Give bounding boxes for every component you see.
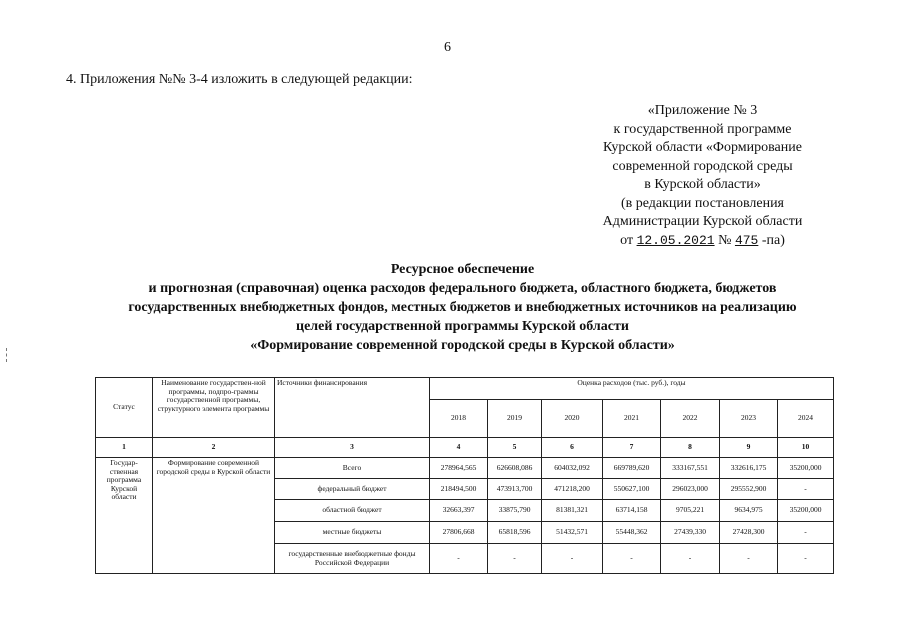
value-cell: 55448,362 [603, 522, 661, 544]
value-cell: - [603, 544, 661, 574]
value-cell: 296023,000 [661, 479, 720, 500]
appendix-line: к государственной программе [613, 121, 792, 137]
intro-paragraph: 4. Приложения №№ 3-4 изложить в следующей редакции: [66, 72, 413, 87]
column-number: 2 [153, 438, 275, 458]
appendix-line: «Приложение № 3 [647, 103, 758, 118]
title-line: Ресурсное обеспечение [390, 262, 535, 277]
value-cell: 550627,100 [603, 479, 661, 500]
column-number: 7 [603, 438, 661, 458]
value-cell: 295552,900 [720, 479, 778, 500]
title-line: государственных внебюджетных фондов, местных бюджетов и внебюджетных источников на реализацию [128, 300, 797, 315]
header-estimate: Оценка расходов (тыс. руб.), годы [430, 378, 834, 400]
year-header: 2024 [778, 400, 834, 438]
year-header: 2020 [542, 400, 603, 438]
column-number: 8 [661, 438, 720, 458]
value-cell: 27439,330 [661, 522, 720, 544]
table-row [96, 458, 834, 479]
column-number: 5 [488, 438, 542, 458]
appendix-line: Администрации Курской области [602, 214, 803, 229]
value-cell: - [778, 479, 834, 500]
number-prefix: № [714, 232, 735, 248]
value-cell: 333167,551 [661, 458, 720, 479]
year-header: 2021 [603, 400, 661, 438]
program-status: Государ-ственная программа Курской области [96, 458, 153, 574]
date-prefix: от [620, 232, 637, 248]
year-header: 2022 [661, 400, 720, 438]
appendix-line: Курской области «Формирование [603, 140, 802, 155]
header-name: Наименование государствен-ной программы, подпро-граммы государственной программы, структурного элемента программы [153, 378, 275, 438]
value-cell: 81381,321 [542, 500, 603, 522]
title-line: целей государственной программы Курской области [296, 319, 629, 334]
value-cell: 65818,596 [488, 522, 542, 544]
value-cell: - [661, 544, 720, 574]
value-cell: - [488, 544, 542, 574]
value-cell: 669789,620 [603, 458, 661, 479]
value-cell: 33875,790 [488, 500, 542, 522]
value-cell: 626608,086 [488, 458, 542, 479]
value-cell: 9634,975 [720, 500, 778, 522]
year-header: 2023 [720, 400, 778, 438]
resolution-date: 12.05.2021 [636, 232, 715, 248]
appendix-date-line [585, 232, 820, 251]
value-cell: 32663,397 [430, 500, 488, 522]
number-suffix: -па) [758, 232, 785, 248]
value-cell: - [778, 522, 834, 544]
value-cell: - [430, 544, 488, 574]
appendix-line: (в редакции постановления [620, 195, 785, 211]
value-cell: 35200,000 [778, 500, 834, 522]
program-name: Формирование современной городской среды в Курской области [153, 458, 275, 574]
value-cell: - [542, 544, 603, 574]
column-number: 9 [720, 438, 778, 458]
year-header: 2018 [430, 400, 488, 438]
value-cell: 35200,000 [778, 458, 834, 479]
value-cell: 473913,700 [488, 479, 542, 500]
appendix-line: современной городской среды [612, 158, 793, 174]
header-status: Статус [96, 378, 153, 438]
value-cell: 63714,158 [603, 500, 661, 522]
value-cell: 218494,500 [430, 479, 488, 500]
source-cell: Всего [275, 458, 430, 479]
year-header: 2019 [488, 400, 542, 438]
value-cell: 27428,300 [720, 522, 778, 544]
title-line: «Формирование современной городской среды в Курской области» [250, 338, 675, 353]
header-source: Источники финансирования [275, 378, 430, 438]
title-line: и прогнозная (справочная) оценка расходов федерального бюджета, областного бюджета, бюджетов [148, 281, 777, 296]
value-cell: 9705,221 [661, 500, 720, 522]
value-cell: 27806,668 [430, 522, 488, 544]
source-cell: федеральный бюджет [275, 479, 430, 500]
value-cell: 278964,565 [430, 458, 488, 479]
source-cell: местные бюджеты [275, 522, 430, 544]
value-cell: - [778, 544, 834, 574]
budget-table [95, 377, 834, 574]
column-number: 6 [542, 438, 603, 458]
appendix-line: в Курской области» [644, 177, 761, 192]
margin-mark [6, 348, 8, 362]
resolution-number: 475 [734, 232, 759, 248]
column-number: 4 [430, 438, 488, 458]
value-cell: 604032,092 [542, 458, 603, 479]
source-cell: областной бюджет [275, 500, 430, 522]
value-cell: 51432,571 [542, 522, 603, 544]
column-number: 3 [275, 438, 430, 458]
document-title [60, 260, 865, 355]
page-number: 6 [444, 40, 451, 55]
column-number: 1 [96, 438, 153, 458]
value-cell: 471218,200 [542, 479, 603, 500]
source-cell: государственные внебюджетные фонды Российской Федерации [275, 544, 430, 574]
column-number: 10 [778, 438, 834, 458]
value-cell: 332616,175 [720, 458, 778, 479]
value-cell: - [720, 544, 778, 574]
appendix-heading [585, 102, 820, 250]
